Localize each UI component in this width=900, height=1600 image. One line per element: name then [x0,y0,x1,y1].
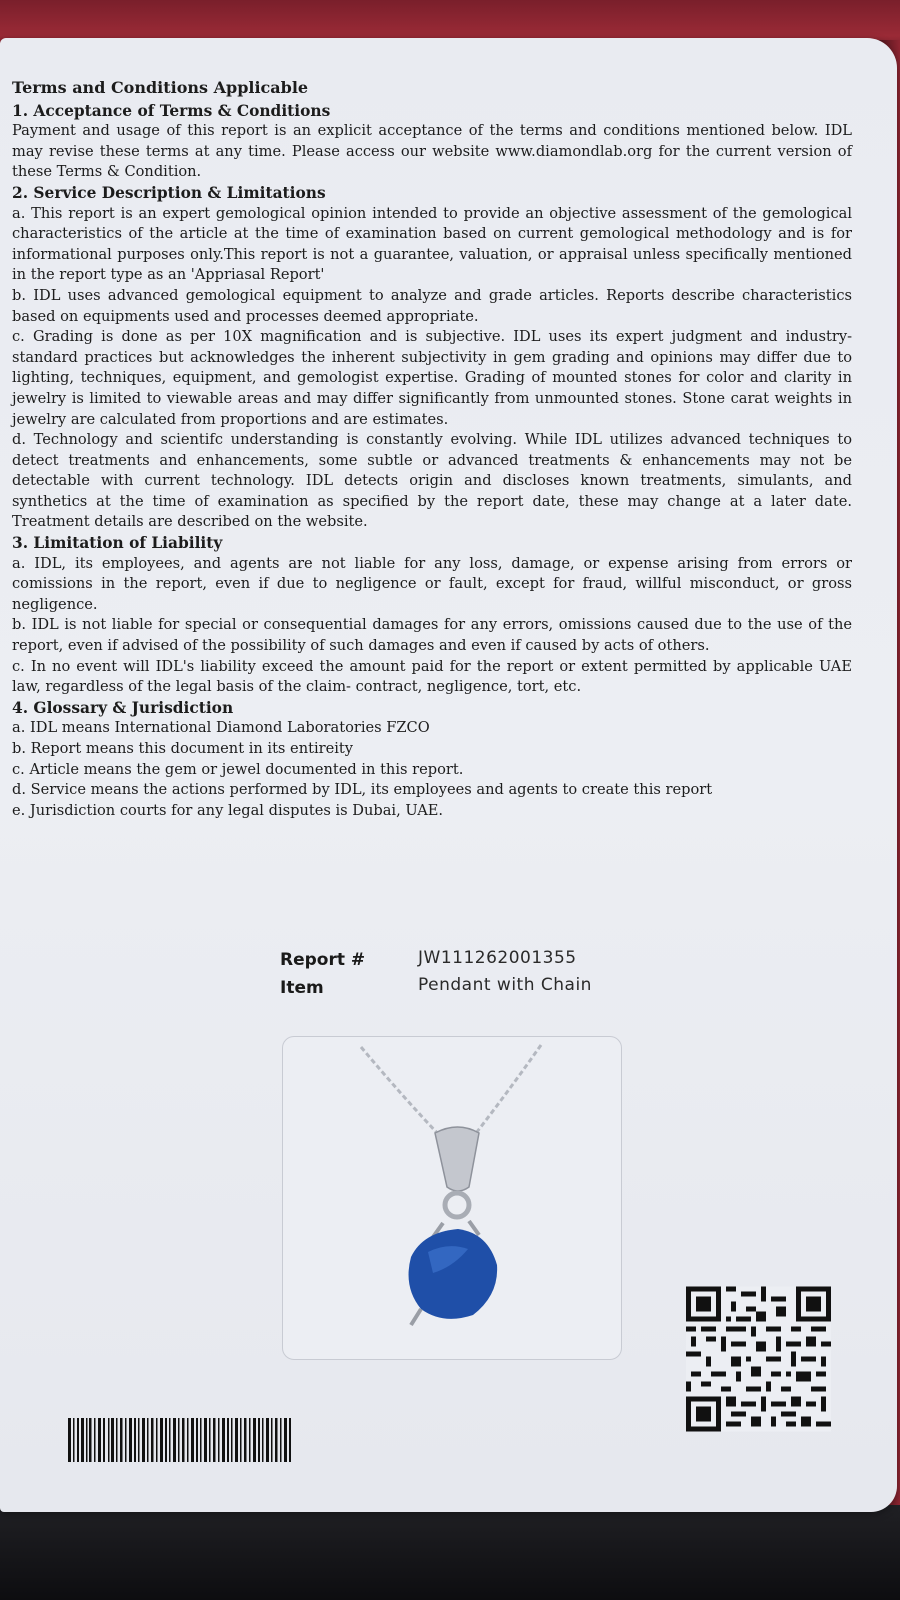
section-service [12,183,852,533]
section-paragraph: a. IDL, its employees, and agents are not liable for any loss, damage, or expense arising from errors or comissions in the report, even if due to negligence or fault, except for fraud, willful misconduct, or gross negligence. [12,554,852,613]
report-number-value: JW111262001355 [418,948,577,968]
section-paragraph: b. IDL uses advanced gemological equipment to analyze and grade articles. Reports describe characteristics based on equipments used and processes deemed appropriate. [12,286,852,325]
prong [411,1309,421,1325]
blue-stone [409,1229,498,1319]
pendant-loop [445,1193,469,1217]
item-value: Pendant with Chain [418,975,592,995]
section-acceptance [12,101,852,183]
section-paragraph: a. IDL means International Diamond Laboratories FZCO [12,719,430,737]
chain-left [361,1047,441,1137]
pendant-bail [435,1127,479,1191]
section-paragraph: c. Grading is done as per 10X magnification and is subjective. IDL uses its expert judgment and industry-standard practices but acknowledges the inherent subjectivity in gem grading and opinions may differ due to lighting, techniques, equipment, and gemologist expertise. Grading of mounted stones for color and clarity in jewelry is limited to viewable areas and may differ significantly from unmounted stones. Stone carat weights in jewelry are calculated from proportions and are estimates. [12,328,852,428]
terms-section [12,78,852,821]
report-number-label: Report # [280,950,366,970]
background-bottom [0,1505,900,1600]
section-paragraph: c. Article means the gem or jewel documented in this report. [12,760,464,778]
terms-main-title: Terms and Conditions Applicable [12,78,309,97]
section-glossary [12,698,852,822]
section-paragraph: c. In no event will IDL's liability exceed the amount paid for the report or extent permitted by applicable UAE law, regardless of the legal basis of the claim- contract, negligence, tort, etc. [12,657,852,696]
item-label: Item [280,978,324,998]
qr-code-icon [686,1285,831,1433]
chain-right [473,1045,541,1137]
pendant-illustration [283,1037,621,1359]
section-liability [12,533,852,698]
section-title: 3. Limitation of Liability [12,534,223,553]
section-title: 4. Glossary & Jurisdiction [12,698,234,717]
section-paragraph: a. This report is an expert gemological opinion intended to provide an objective assessment of the gemological characteristics of the article at the time of examination based on current gemological methodology and is for informational purposes only.This report is not a guarantee, valuation, or appraisal unless specifically mentioned in the report type as an 'Appriasal Report' [12,204,852,284]
section-paragraph: e. Jurisdiction courts for any legal disputes is Dubai, UAE. [12,801,444,819]
section-title: 2. Service Description & Limitations [12,183,326,202]
section-title: 1. Acceptance of Terms & Conditions [12,101,331,120]
section-paragraph: d. Service means the actions performed by IDL, its employees and agents to create this report [12,781,713,799]
section-paragraph: d. Technology and scientifc understanding is constantly evolving. While IDL utilizes advanced techniques to detect treatments and enhancements, some subtle or advanced treatments & enhancements may not be detectable with current technology. IDL detects origin and discloses known treatments, simulants, and synthetics at the time of examination as specified by the report date, these may change at a later date. Treatment details are described on the website. [12,431,852,531]
section-paragraph: Payment and usage of this report is an explicit acceptance of the terms and conditions mentioned below. IDL may revise these terms at any time. Please access our website www.diamondlab.org for the current version of these Terms & Condition. [12,122,852,181]
section-paragraph: b. IDL is not liable for special or consequential damages for any errors, omissions caused due to the use of the report, even if advised of the possibility of such damages and even if caused by acts of others. [12,616,852,655]
pendant-photo [282,1036,622,1360]
section-paragraph: b. Report means this document in its entireity [12,740,354,757]
barcode-icon [68,1418,294,1462]
